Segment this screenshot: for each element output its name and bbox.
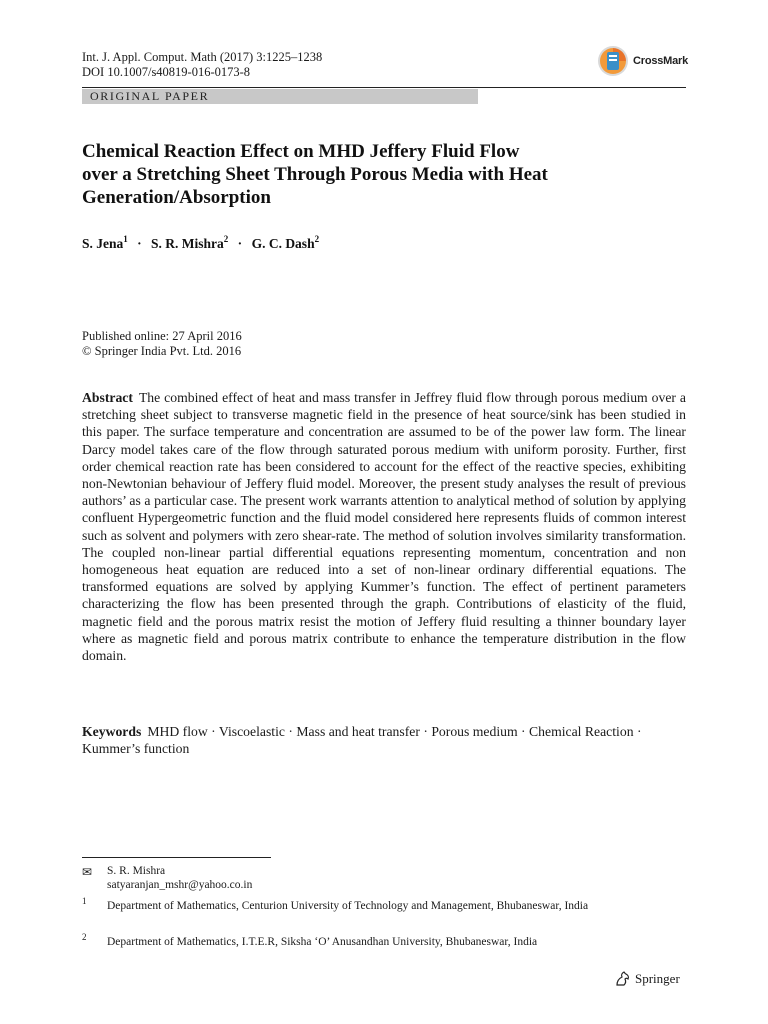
affiliation-mark: 2 [223, 234, 229, 244]
title-line-1: Chemical Reaction Effect on MHD Jeffery Fluid Flow [82, 141, 520, 162]
journal-reference: Int. J. Appl. Comput. Math (2017) 3:1225–1238 [82, 50, 323, 64]
author-name[interactable]: G. C. Dash [251, 236, 315, 251]
title-line-3: Generation/Absorption [82, 187, 271, 208]
springer-logo [614, 970, 680, 988]
affiliation-number: 1 [82, 896, 87, 906]
affiliation-mark: 1 [123, 234, 128, 244]
abstract-body: The combined effect of heat and mass transfer in Jeffrey fluid flow through porous medium over a stretching sheet subject to transverse magnetic field in the presence of heat source/sink has been studied in this paper. The surface temperature and concentration are assumed to be of the power law form. The linear Darcy model takes care of the flow through saturated porous medium with uniform porosity. Further, first order chemical reaction rate has been considered to account for the effect of the reactive species, exhibiting non-Newtonian behaviour of Jeffery fluid model. Moreover, the present study analyses the result of previous authors’ as a particular case. The present work warrants attention to analytical method of solution by applying confluent Hypergeometric function and the fluid model considered here represents fluids of common interest such as solvent and polymers with zero shear-rate. The method of solution involves similarity transformation. The coupled non-linear partial differential equations representing momentum, concentration and non homogeneous heat equation are reduced into a set of non-linear ordinary differential equations. The transformed equations are solved by applying Kummer’s function. The effect of pertinent parameters characterizing the flow has been presented through the graph. Contributions of elasticity of the fluid, magnetic field and the porous matrix resist the motion of Jeffery fluid resulting a thinner boundary layer where as magnetic field and porous matrix contribute to enhance the temperature distribution in the flow domain. [82, 390, 686, 664]
corresponding-author-email[interactable]: satyaranjan_mshr@yahoo.co.in [107, 879, 253, 891]
paper-title [82, 140, 682, 209]
affiliation-text: Department of Mathematics, Centurion University of Technology and Management, Bhubaneswar, India [107, 900, 589, 912]
header-rule [82, 87, 686, 88]
author-separator: · [237, 236, 243, 251]
crossmark-badge[interactable] [597, 44, 688, 78]
author-name[interactable]: S. Jena [82, 236, 124, 251]
title-line-2: over a Stretching Sheet Through Porous Media with Heat [82, 164, 548, 185]
crossmark-label: CrossMark [633, 55, 689, 67]
abstract-heading: Abstract [82, 390, 133, 405]
springer-horse-icon [614, 970, 632, 988]
crossmark-icon [597, 45, 629, 77]
publisher-name: Springer [635, 971, 680, 986]
author-separator: · [137, 236, 142, 251]
copyright-notice: © Springer India Pvt. Ltd. 2016 [82, 344, 242, 358]
doi-link[interactable]: DOI 10.1007/s40819-016-0173-8 [82, 65, 251, 79]
envelope-icon: ✉ [82, 865, 93, 879]
section-label: ORIGINAL PAPER [90, 89, 210, 103]
affiliation-text: Department of Mathematics, I.T.E.R, Siksha ‘O’ Anusandhan University, Bhubaneswar, India [107, 936, 538, 948]
keywords-body: MHD flow · Viscoelastic · Mass and heat transfer · Porous medium · Chemical Reaction · Kummer’s function [82, 724, 642, 757]
published-date: Published online: 27 April 2016 [82, 329, 242, 343]
footnote-rule [82, 857, 271, 858]
author-name[interactable]: S. R. Mishra [151, 236, 224, 251]
keywords-heading: Keywords [82, 724, 142, 739]
abstract [82, 389, 686, 664]
author-list [82, 234, 319, 252]
affiliation-mark: 2 [314, 234, 320, 244]
corresponding-author-name: S. R. Mishra [107, 865, 166, 877]
affiliation-number: 2 [82, 932, 87, 942]
keywords [82, 723, 686, 757]
